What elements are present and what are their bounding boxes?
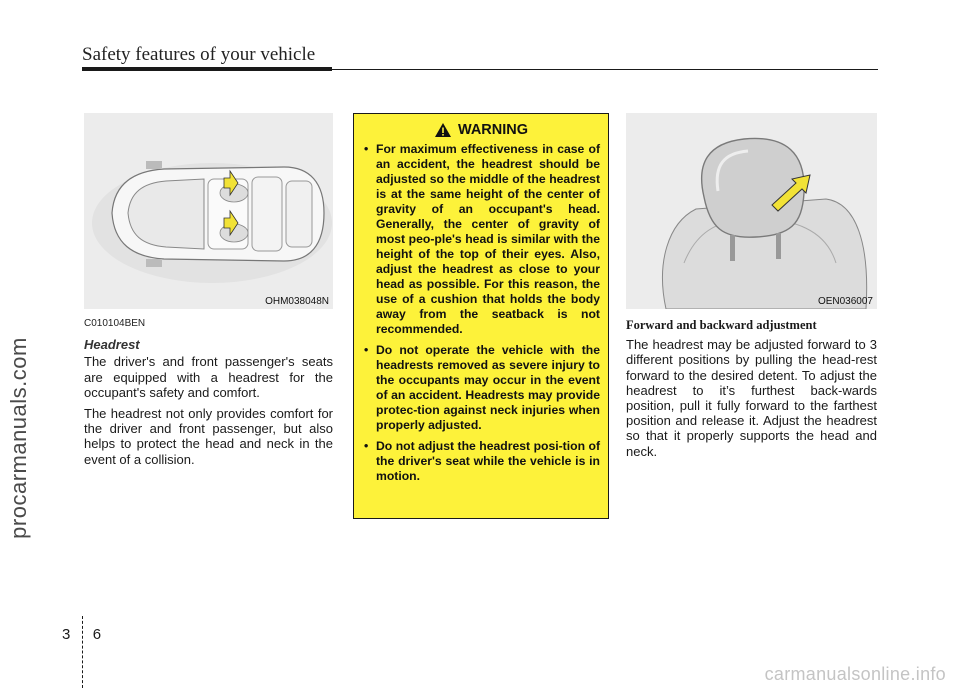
header-rule-thin <box>332 69 878 70</box>
section-heading: Headrest <box>84 337 140 353</box>
subsection-heading: Forward and backward adjustment <box>626 318 817 332</box>
image-code-right: OEN036007 <box>817 296 873 307</box>
paragraph: The driver's and front passenger's seats are equipped with a headrest for the occupant's safety and comfort. <box>84 354 333 400</box>
bullet-icon: • <box>364 343 369 357</box>
watermark-left <box>2 228 36 648</box>
headrest-image <box>626 113 877 309</box>
section-code: C010104BEN <box>84 318 146 329</box>
warning-box <box>353 113 609 519</box>
warning-triangle-icon <box>434 122 452 138</box>
warning-item <box>362 439 600 484</box>
warning-item <box>362 142 600 337</box>
warning-item-text: For maximum effectiveness in case of an accident, the headrest should be adjusted so the middle of the headrest is at the same height of the center of gravity of an occupant's head. Generally, the center of gravity of most peo-ple's head is similar with the height of the top of their eyes. Also, adjust the headrest as close to your head as possible. For this reason, the use of a cushion that holds the body away from the seatback is not recommended. <box>376 142 600 336</box>
bullet-icon: • <box>364 142 369 156</box>
right-column <box>626 314 877 465</box>
page-number-value: 6 <box>92 626 102 643</box>
header-rule-thick <box>82 67 332 71</box>
paragraph: The headrest not only provides comfort for the driver and front passenger, but also helps to protect the head and neck in the event of a collision. <box>84 406 333 467</box>
warning-header <box>362 122 600 138</box>
page-header-title: Safety features of your vehicle <box>82 44 316 65</box>
page-number-divider <box>82 616 84 688</box>
warning-item <box>362 343 600 433</box>
warning-item-text: Do not operate the vehicle with the headrests removed as severe injury to the occupants may occur in the event of an accident. Headrests may provide protec-tion against neck injuries when properly adjusted. <box>376 343 600 432</box>
car-top-view-image <box>84 113 333 309</box>
watermark-bottom: carmanualsonline.info <box>764 664 946 684</box>
bullet-icon: • <box>364 439 369 453</box>
warning-list <box>362 142 600 484</box>
chapter-number: 3 <box>62 626 71 643</box>
image-code-left: OHM038048N <box>265 296 329 307</box>
warning-item-text: Do not adjust the headrest posi-tion of the driver's seat while the vehicle is in motion. <box>376 439 600 483</box>
left-column <box>84 316 333 473</box>
paragraph: The headrest may be adjusted forward to 3 different positions by pulling the head-rest forward to the desired detent. To adjust the headrest to it’s furthest back-wards position, pull it fully forward to the farthest position and release it. Adjust the headrest so that it properly supports the head and neck. <box>626 337 877 459</box>
warning-title: WARNING <box>457 122 529 138</box>
watermark-left-text: procarmanuals.com <box>6 337 31 539</box>
